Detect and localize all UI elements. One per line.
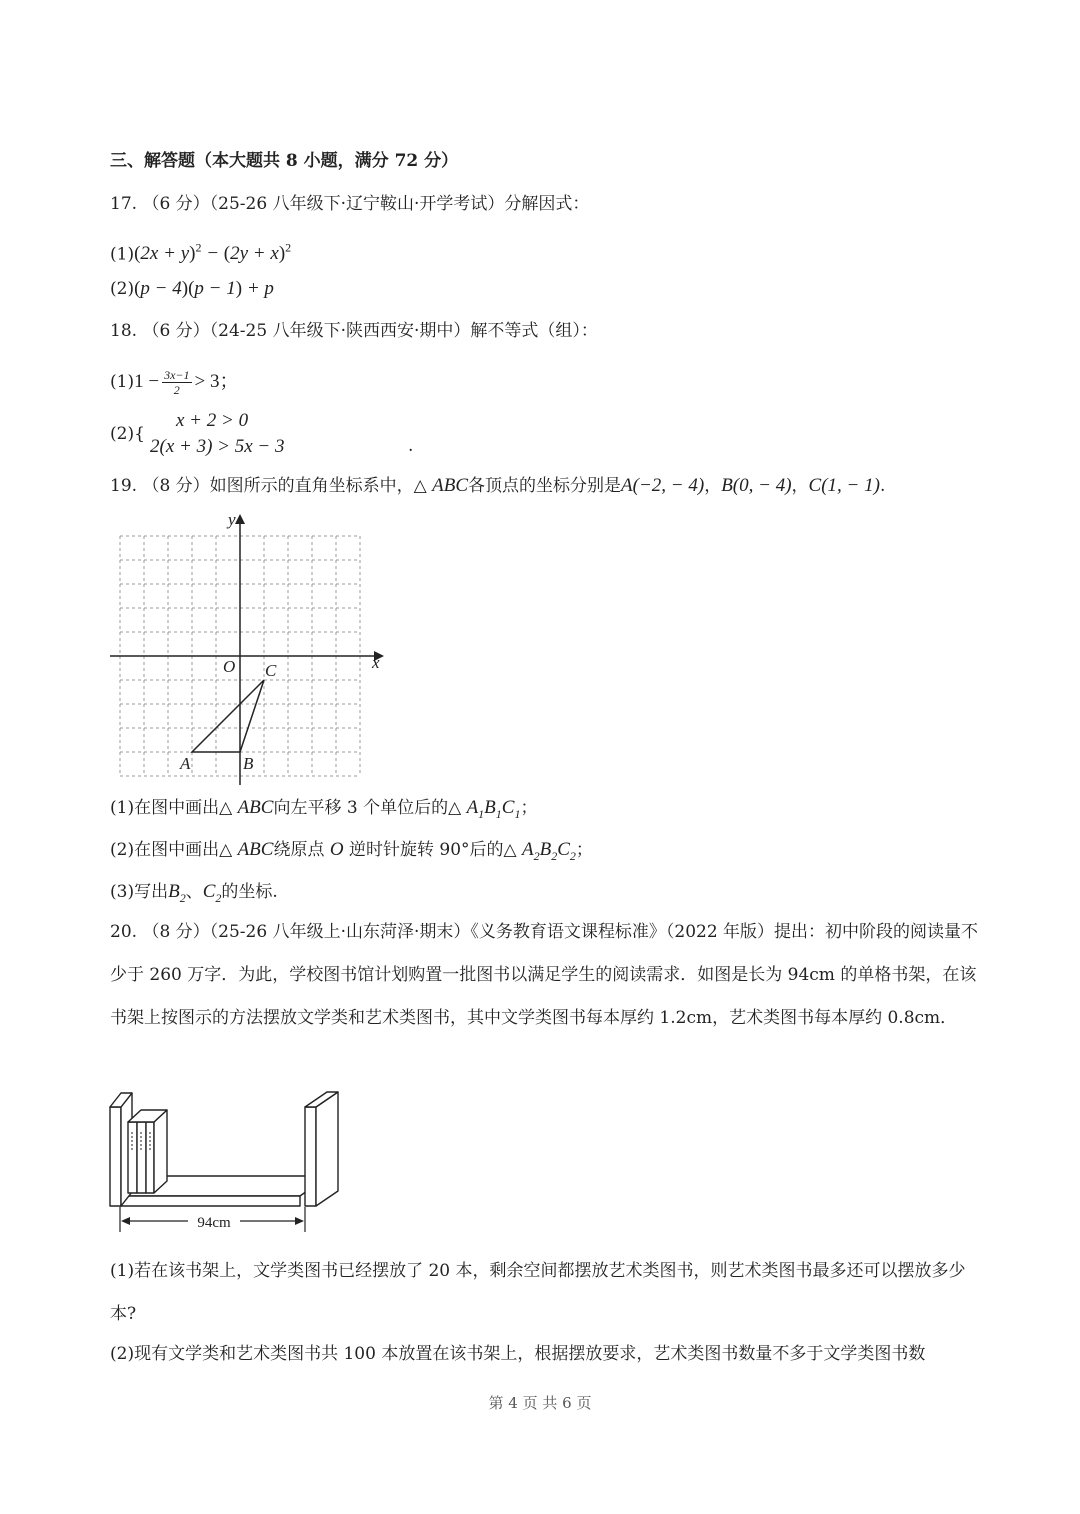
shelf-left-wall-front [110, 1107, 121, 1206]
shelf-right-wall-side [316, 1092, 338, 1206]
sep-2: ， [791, 476, 809, 496]
q17-part2 [110, 277, 274, 301]
triangle-abc: ABC [432, 475, 469, 496]
q19-sub1-abc: ABC [237, 797, 274, 818]
triangle-a2b2c2: $A_2B_2C_2$ [522, 839, 576, 863]
triangle-symbol: △ [413, 476, 427, 496]
sub-c2: 2 [569, 848, 576, 863]
origin-label: O [223, 657, 236, 676]
q19-sub2-abc: ABC [237, 839, 274, 860]
coord-b: B(0, − 4) [721, 475, 792, 496]
point-c-label: C [265, 661, 277, 680]
q18-heading: 18. （6 分）（24-25 八年级下·陕西西安·期中）解不等式（组）： [110, 321, 598, 341]
q19-sub2-d: ； [575, 840, 593, 860]
x-axis-label: x [372, 653, 380, 672]
sub-a1: 1 [478, 806, 485, 821]
q19-sub1-a: (1)在图中画出△ [110, 798, 238, 818]
q18-part2-system [110, 410, 440, 460]
sub-c2-s3: 2 [215, 890, 222, 905]
q19-sub2-origin: O [329, 839, 344, 860]
book-side [154, 1110, 167, 1193]
q17-heading: 17. （6 分）（25-26 八年级下·辽宁鞍山·开学考试）分解因式： [110, 194, 590, 214]
q17-part2-label: (2) [110, 279, 135, 299]
q19-sub2-a: (2)在图中画出△ [110, 840, 238, 860]
dimension-arrow-right [295, 1217, 304, 1225]
q19-sub3-sep: 、 [185, 882, 203, 902]
coord-c: C(1, − 1) [808, 475, 880, 496]
q20-text: 20. （8 分）（25-26 八年级上·山东菏泽·期末）《义务教育语文课程标准》（2022 年版）提出：初中阶段的阅读量不少于 260 万字．为此，学校图书馆计划购置一批图书以满足学生的阅读需求．如图是长为 94cm 的单格书架，在该书架上按图示的方法摆放文学类和艺术类图书，其中文学类图书每本厚约 1.2cm，艺术类图书每本厚约 0.8cm． [110, 922, 979, 1028]
coord-a: A(−2, − 4) [621, 475, 705, 496]
q19-heading [110, 474, 885, 498]
triangle-abc-shape [192, 680, 264, 752]
shelf-length-label: 94cm [197, 1215, 231, 1231]
point-b-label: B [243, 754, 254, 773]
q18-part1 [110, 368, 238, 397]
q19-sub2-b: 绕原点 [273, 840, 330, 860]
y-axis-arrow [235, 514, 245, 524]
q18-part1-label: (1) [110, 371, 135, 392]
point-b2: $B_2$ [168, 881, 186, 905]
shelf-base-front [120, 1196, 300, 1206]
q19-sub2 [110, 838, 593, 868]
page-footer: 第 4 页 共 6 页 [488, 1394, 592, 1412]
sub-b2: 2 [551, 848, 558, 863]
q19-sub3-a: (3)写出 [110, 882, 169, 902]
q19-sub3-b: 的坐标. [221, 882, 278, 902]
q19-sub1 [110, 796, 537, 826]
dimension-arrow-left [121, 1217, 130, 1225]
q17-part2-expression: (p − 4)(p − 1) + p [134, 278, 274, 299]
q19-sub2-c: 逆时针旋转 90°后的△ [343, 840, 523, 860]
q20-sub1: (1)若在该书架上，文学类图书已经摆放了 20 本，剩余空间都摆放艺术类图书，则艺术类图书最多还可以摆放多少本? [110, 1261, 966, 1324]
q18-system-row1: x + 2 > 0 [176, 410, 249, 431]
q19-sub1-c: ； [520, 798, 538, 818]
q20-sub2: (2)现有文学类和艺术类图书共 100 本放置在该书架上，根据摆放要求，艺术类图书数量不多于文学类图书数 [110, 1344, 926, 1364]
q18-system-end: . [408, 436, 414, 456]
q17-part1-expression: $(2x + y)^2 - (2y + x)^2$ [134, 241, 292, 265]
sub-c1: 1 [514, 806, 521, 821]
bookshelf-figure [100, 1085, 350, 1235]
triangle-a1b1c1: $A_1B_1C_1$ [466, 797, 521, 821]
q18-part1-expression: 1 − $\frac{3x-1}{2}$ > 3； [134, 368, 239, 397]
q18-part2-label: (2){ [110, 424, 145, 444]
q17-part1 [110, 236, 291, 266]
section-title: 三、解答题（本大题共 8 小题，满分 72 分） [110, 151, 459, 171]
point-a-label: A [180, 754, 191, 773]
shelf-right-wall-front [305, 1107, 316, 1206]
sub-a2: 2 [533, 848, 540, 863]
q19-heading-mid: 各顶点的坐标分别是 [468, 476, 622, 496]
q19-sub1-b: 向左平移 3 个单位后的△ [273, 798, 467, 818]
sub-b2-s3: 2 [179, 890, 186, 905]
q19-heading-end: . [879, 476, 886, 496]
point-c2: $C_2$ [202, 881, 222, 905]
q17-part1-label: (1) [110, 244, 135, 265]
q18-system-row2: 2(x + 3) > 5x − 3 [150, 436, 285, 457]
q19-sub3 [110, 880, 278, 910]
sep-1: ， [704, 476, 722, 496]
y-axis-label: y [228, 510, 236, 529]
coordinate-grid-figure [100, 505, 400, 785]
sub-b1: 1 [495, 806, 502, 821]
q19-heading-text: 19. （8 分）如图所示的直角坐标系中， [110, 476, 414, 496]
